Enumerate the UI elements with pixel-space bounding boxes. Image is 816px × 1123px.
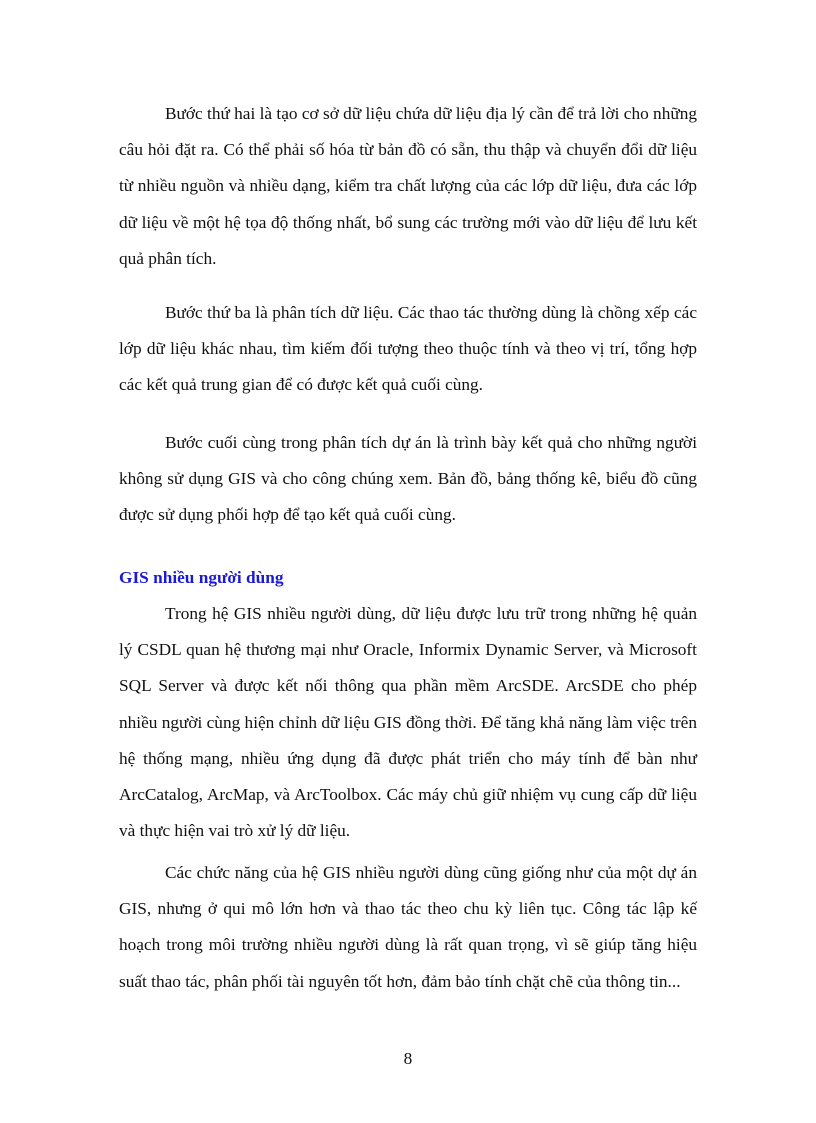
page-number: 8	[403, 1049, 413, 1068]
paragraph-multiuser-gis: Trong hệ GIS nhiều người dùng, dữ liệu được lưu trữ trong những hệ quản lý CSDL quan hệ thương mại như Oracle, Informix Dynamic Server, và Microsoft SQL Server và được kết nối thông qua phần mềm ArcSDE. ArcSDE cho phép nhiều người cùng hiện chỉnh dữ liệu GIS đồng thời. Để tăng khả năng làm việc trên hệ thống mạng, nhiều ứng dụng đã được phát triển cho máy tính để bàn như ArcCatalog, ArcMap, và ArcToolbox. Các máy chủ giữ nhiệm vụ cung cấp dữ liệu và thực hiện vai trò xử lý dữ liệu.	[119, 604, 697, 841]
paragraph-step-three: Bước thứ ba là phân tích dữ liệu. Các thao tác thường dùng là chồng xếp các lớp dữ liệu khác nhau, tìm kiếm đối tượng theo thuộc tính và theo vị trí, tổng hợp các kết quả trung gian để có được kết quả cuối cùng.	[119, 303, 697, 395]
paragraph-final-step: Bước cuối cùng trong phân tích dự án là trình bày kết quả cho những người không sử dụng GIS và cho công chúng xem. Bản đồ, bảng thống kê, biểu đồ cũng được sử dụng phối hợp để tạo kết quả cuối cùng.	[119, 433, 697, 525]
section-heading: GIS nhiều người dùng	[119, 568, 284, 587]
paragraph-step-two: Bước thứ hai là tạo cơ sở dữ liệu chứa dữ liệu địa lý cần để trả lời cho những câu hỏi đặt ra. Có thể phải số hóa từ bản đồ có sẵn, thu thập và chuyển đổi dữ liệu từ nhiều nguồn và nhiều dạng, kiểm tra chất lượng của các lớp dữ liệu, đưa các lớp dữ liệu về một hệ tọa độ thống nhất, bổ sung các trường mới vào dữ liệu để lưu kết quả phân tích.	[119, 104, 697, 268]
paragraph-multiuser-functions: Các chức năng của hệ GIS nhiều người dùng cũng giống như của một dự án GIS, nhưng ở qui mô lớn hơn và thao tác theo chu kỳ liên tục. Công tác lập kế hoạch trong môi trường nhiều người dùng là rất quan trọng, vì sẽ giúp tăng hiệu suất thao tác, phân phối tài nguyên tốt hơn, đảm bảo tính chặt chẽ của thông tin...	[119, 863, 697, 991]
